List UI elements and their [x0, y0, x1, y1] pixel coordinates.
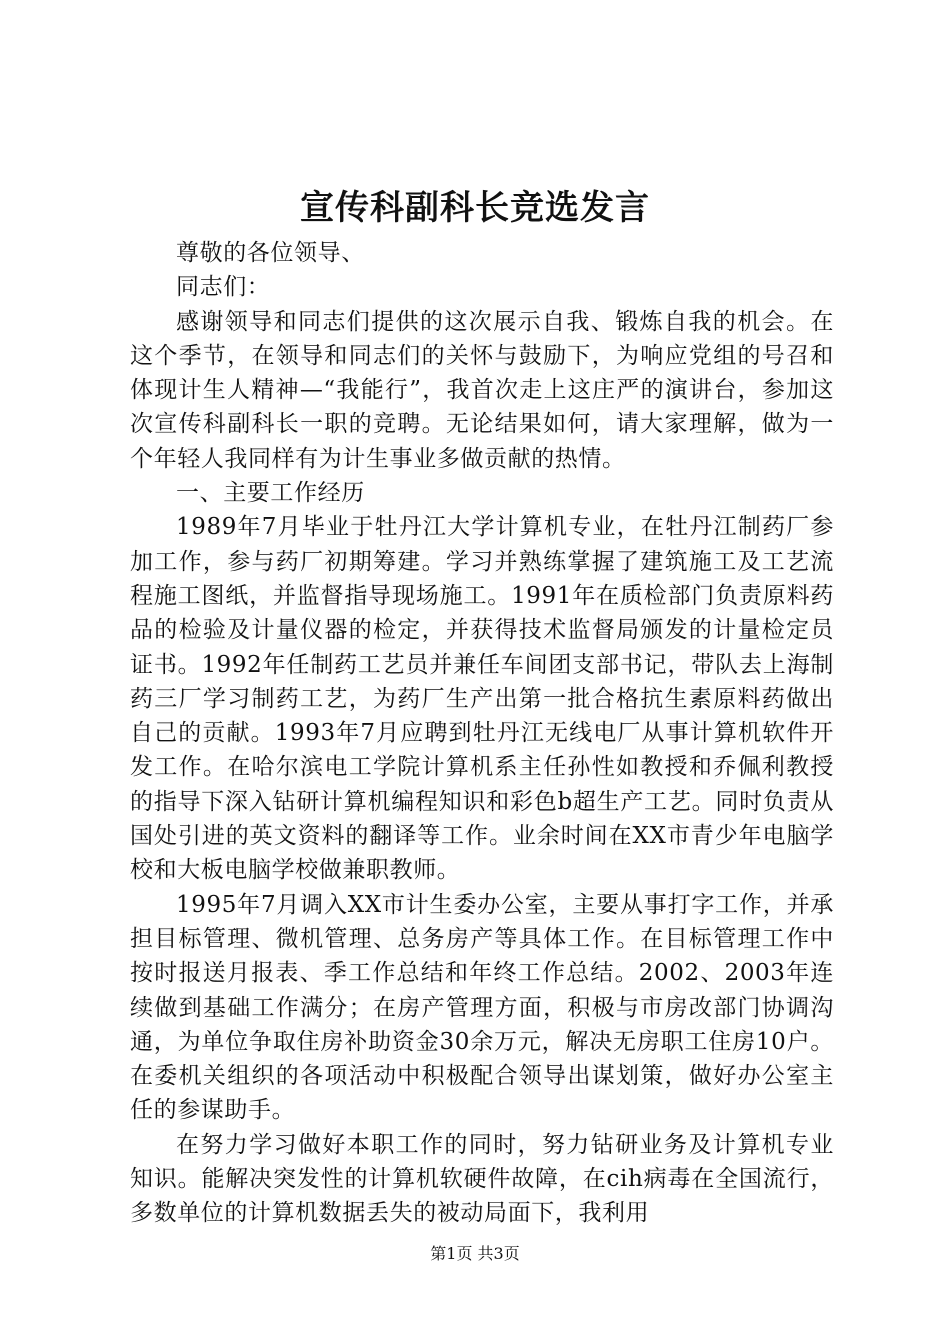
salutation-line-1: 尊敬的各位领导、 — [176, 240, 365, 266]
salutation-line-2: 同志们： — [176, 274, 271, 301]
document-body — [130, 236, 834, 1231]
page-footer: 第1页 共3页 — [430, 1244, 520, 1263]
document-title: 宣传科副科长竞选发言 — [300, 188, 650, 228]
intro-paragraph: 感谢领导和同志们提供的这次展示自我、锻炼自我的机会。在这个季节，在领导和同志们的关怀与鼓励下，为响应党组的号召和体现计生人精神—“我能行”，我首次走上这庄严的演讲台，参加这次宣传科副科长一职的竞聘。无论结果如何，请大家理解，做为一个年轻人我同样有为计生事业多做贡献的热情。 — [130, 308, 834, 472]
experience-paragraph-2: 1995年7月调入XX市计生委办公室，主要从事打字工作，并承担目标管理、微机管理、总务房产等具体工作。在目标管理工作中按时报送月报表、季工作总结和年终工作总结。2002、2003年连续做到基础工作满分；在房产管理方面，积极与市房改部门协调沟通，为单位争取住房补助资金30余万元，解决无房职工住房10户。在委机关组织的各项活动中积极配合领导出谋划策，做好办公室主任的参谋助手。 — [130, 891, 834, 1124]
section-heading: 一、主要工作经历 — [176, 480, 365, 507]
experience-paragraph-3: 在努力学习做好本职工作的同时，努力钻研业务及计算机专业知识。能解决突发性的计算机软硬件故障，在cih病毒在全国流行，多数单位的计算机数据丢失的被动局面下，我利用 — [130, 1131, 834, 1227]
experience-paragraph-1: 1989年7月毕业于牡丹江大学计算机专业，在牡丹江制药厂参加工作，参与药厂初期筹建。学习并熟练掌握了建筑施工及工艺流程施工图纸，并监督指导现场施工。1991年在质检部门负责原料药品的检验及计量仪器的检定，并获得技术监督局颁发的计量检定员证书。1992年任制药工艺员并兼任车间团支部书记，带队去上海制药三厂学习制药工艺，为药厂生产出第一批合格抗生素原料药做出自己的贡献。1993年7月应聘到牡丹江无线电厂从事计算机软件开发工作。在哈尔滨电工学院计算机系主任孙性如教授和乔佩利教授的指导下深入钻研计算机编程知识和彩色b超生产工艺。同时负责从国处引进的英文资料的翻译等工作。业余时间在XX市青少年电脑学校和大板电脑学校做兼职教师。 — [130, 514, 834, 884]
